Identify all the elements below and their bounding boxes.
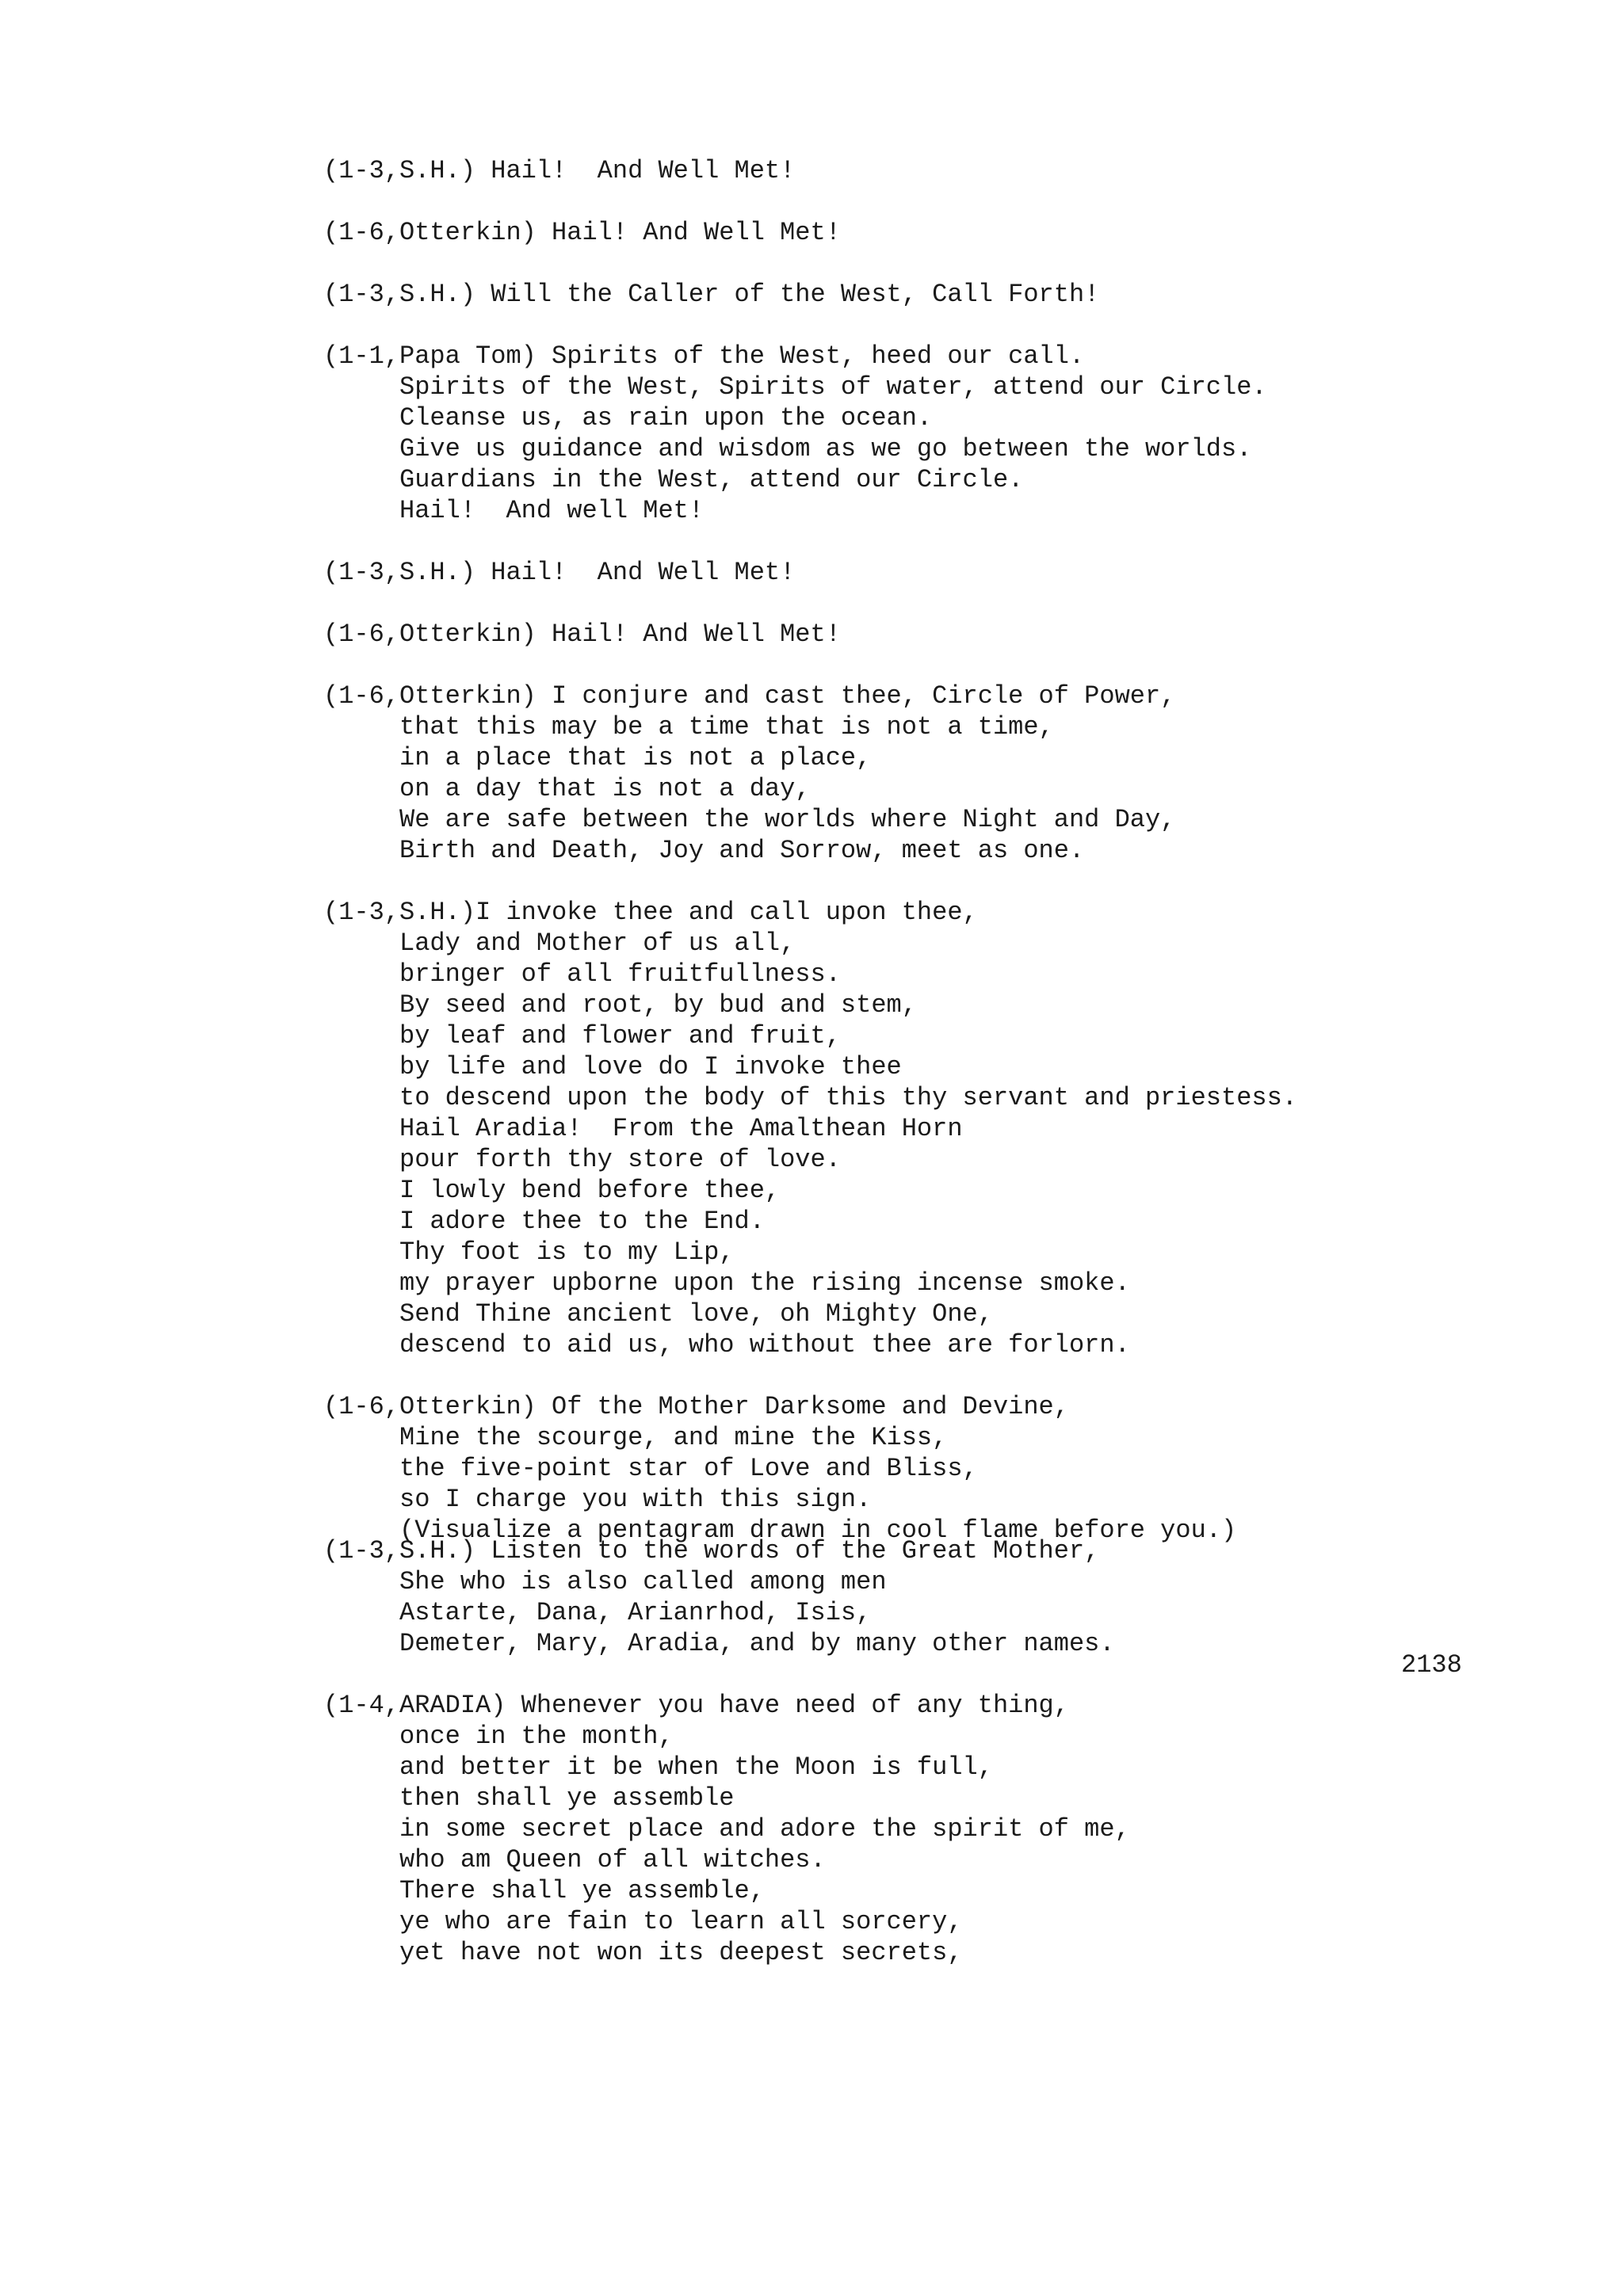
script-line — [323, 1875, 1512, 1906]
line-indent — [323, 712, 399, 742]
line-text: She who is also called among men — [399, 1567, 887, 1596]
script-line — [323, 1299, 1512, 1329]
line-text: Spirits of the West, heed our call. — [552, 341, 1085, 371]
line-text: We are safe between the worlds where Night and Day, — [399, 805, 1176, 834]
blank-line — [323, 1659, 1512, 1690]
line-indent — [323, 1485, 399, 1514]
script-line — [323, 1453, 1512, 1484]
line-text: so I charge you with this sign. — [399, 1485, 872, 1514]
speaker-tag: (1-3,S.H.) — [323, 558, 491, 587]
line-indent — [323, 1021, 399, 1051]
script-line — [323, 155, 1512, 186]
script-line — [323, 990, 1512, 1020]
script-line — [323, 1391, 1512, 1422]
blank-line — [323, 650, 1512, 681]
line-indent — [323, 1176, 399, 1205]
line-indent — [323, 1238, 399, 1267]
script-line — [323, 835, 1512, 866]
speaker-tag: (1-3,S.H.) — [323, 898, 476, 927]
line-indent — [323, 1876, 399, 1905]
line-indent — [323, 1299, 399, 1329]
script-line — [323, 341, 1512, 372]
line-indent — [323, 1783, 399, 1813]
line-indent — [323, 1207, 399, 1236]
script-line — [323, 1906, 1512, 1937]
line-indent — [323, 743, 399, 772]
line-text: that this may be a time that is not a time, — [399, 712, 1054, 742]
script-line — [323, 1422, 1512, 1453]
line-indent — [323, 434, 399, 463]
script-line — [323, 711, 1512, 742]
line-indent — [323, 1814, 399, 1844]
script-line — [323, 217, 1512, 248]
line-text: Hail! And Well Met! — [552, 218, 841, 247]
line-text: Birth and Death, Joy and Sorrow, meet as one. — [399, 836, 1085, 865]
line-indent — [323, 1722, 399, 1751]
line-text: my prayer upborne upon the rising incense smoke. — [399, 1268, 1130, 1298]
script-line — [323, 928, 1512, 959]
line-text: descend to aid us, who without thee are forlorn. — [399, 1330, 1130, 1360]
line-indent — [323, 1330, 399, 1360]
speaker-tag: (1-3,S.H.) — [323, 156, 491, 185]
line-text: Whenever you have need of any thing, — [521, 1691, 1069, 1720]
script-line — [323, 1082, 1512, 1113]
line-text: Send Thine ancient love, oh Mighty One, — [399, 1299, 993, 1329]
line-text: Hail! And Well Met! — [491, 558, 796, 587]
line-text: There shall ye assemble, — [399, 1876, 765, 1905]
line-text: I conjure and cast thee, Circle of Power, — [552, 681, 1176, 711]
line-indent — [323, 403, 399, 433]
line-text: the five-point star of Love and Bliss, — [399, 1454, 978, 1483]
script-line — [323, 897, 1512, 928]
line-indent — [323, 805, 399, 834]
script-line — [323, 1484, 1512, 1515]
script-line — [323, 1329, 1512, 1360]
line-indent — [323, 1083, 399, 1112]
line-indent — [323, 1423, 399, 1452]
line-text: I invoke thee and call upon thee, — [475, 898, 978, 927]
script-line — [323, 959, 1512, 990]
line-text: to descend upon the body of this thy servant and priestess. — [399, 1083, 1297, 1112]
script-line — [323, 1690, 1512, 1721]
line-text: by leaf and flower and fruit, — [399, 1021, 841, 1051]
line-text: Cleanse us, as rain upon the ocean. — [399, 403, 933, 433]
script-line — [323, 681, 1512, 711]
line-text: Mine the scourge, and mine the Kiss, — [399, 1423, 948, 1452]
speaker-tag: (1-6,Otterkin) — [323, 218, 552, 247]
line-indent — [323, 990, 399, 1020]
blank-line — [323, 248, 1512, 279]
line-text: and better it be when the Moon is full, — [399, 1753, 993, 1782]
script-line — [323, 402, 1512, 433]
script-line — [323, 1206, 1512, 1237]
blank-line — [323, 526, 1512, 557]
script-line — [323, 1113, 1512, 1144]
script-line — [323, 279, 1512, 310]
script-line — [323, 1814, 1512, 1844]
line-text: Thy foot is to my Lip, — [399, 1238, 735, 1267]
line-text: I lowly bend before thee, — [399, 1176, 781, 1205]
script-line — [323, 1051, 1512, 1082]
script-line — [323, 804, 1512, 835]
line-text: bringer of all fruitfullness. — [399, 959, 841, 989]
script-line — [323, 1721, 1512, 1752]
script-line — [323, 1937, 1512, 1968]
line-text: pour forth thy store of love. — [399, 1145, 841, 1174]
blank-line — [323, 1360, 1512, 1391]
line-text: by life and love do I invoke thee — [399, 1052, 902, 1081]
blank-line — [323, 866, 1512, 897]
line-indent — [323, 465, 399, 494]
line-indent — [323, 1845, 399, 1875]
script-line — [323, 1020, 1512, 1051]
script-line — [323, 1783, 1512, 1814]
script-line — [323, 619, 1512, 650]
page-number: 2138 — [1401, 1650, 1462, 1680]
line-text: Hail! And Well Met! — [552, 620, 841, 649]
line-text: Lady and Mother of us all, — [399, 929, 796, 958]
blank-line — [323, 588, 1512, 619]
script-line — [323, 1535, 1512, 1566]
speaker-tag: (1-6,Otterkin) — [323, 620, 552, 649]
line-text: Hail! And well Met! — [399, 496, 705, 525]
script-section-1 — [323, 155, 1512, 1546]
line-text: Will the Caller of the West, Call Forth! — [491, 280, 1100, 309]
line-indent — [323, 1753, 399, 1782]
line-indent — [323, 1268, 399, 1298]
script-section-2 — [323, 1535, 1512, 1968]
script-line — [323, 773, 1512, 804]
line-text: By seed and root, by bud and stem, — [399, 990, 917, 1020]
line-text: Listen to the words of the Great Mother, — [491, 1536, 1100, 1566]
script-line — [323, 1268, 1512, 1299]
script-line — [323, 1628, 1512, 1659]
line-indent — [323, 959, 399, 989]
speaker-tag: (1-1,Papa Tom) — [323, 341, 552, 371]
line-indent — [323, 1598, 399, 1627]
line-text: Give us guidance and wisdom as we go between the worlds. — [399, 434, 1252, 463]
line-indent — [323, 1907, 399, 1936]
line-text: on a day that is not a day, — [399, 774, 811, 803]
script-line — [323, 557, 1512, 588]
line-text: Hail! And Well Met! — [491, 156, 796, 185]
line-indent — [323, 1052, 399, 1081]
script-line — [323, 1844, 1512, 1875]
line-text: (Visualize a pentagram drawn in cool flame before you.) — [399, 1516, 1237, 1545]
speaker-tag: (1-3,S.H.) — [323, 280, 491, 309]
line-text: once in the month, — [399, 1722, 674, 1751]
line-indent — [323, 372, 399, 402]
line-text: Guardians in the West, attend our Circle. — [399, 465, 1024, 494]
line-indent — [323, 1145, 399, 1174]
line-text: yet have not won its deepest secrets, — [399, 1938, 963, 1967]
line-text: Spirits of the West, Spirits of water, attend our Circle. — [399, 372, 1267, 402]
script-line — [323, 1566, 1512, 1597]
line-text: who am Queen of all witches. — [399, 1845, 826, 1875]
blank-line — [323, 310, 1512, 341]
speaker-tag: (1-6,Otterkin) — [323, 681, 552, 711]
script-line — [323, 1144, 1512, 1175]
speaker-tag: (1-3,S.H.) — [323, 1536, 491, 1566]
line-text: then shall ye assemble — [399, 1783, 735, 1813]
line-text: Of the Mother Darksome and Devine, — [552, 1392, 1069, 1421]
line-text: Astarte, Dana, Arianrhod, Isis, — [399, 1598, 872, 1627]
line-text: in a place that is not a place, — [399, 743, 872, 772]
script-line — [323, 464, 1512, 495]
script-line — [323, 1175, 1512, 1206]
script-line — [323, 742, 1512, 773]
line-indent — [323, 774, 399, 803]
blank-line — [323, 186, 1512, 217]
line-indent — [323, 1567, 399, 1596]
script-line — [323, 1597, 1512, 1628]
script-line — [323, 495, 1512, 526]
line-text: ye who are fain to learn all sorcery, — [399, 1907, 963, 1936]
script-line — [323, 372, 1512, 402]
line-text: I adore thee to the End. — [399, 1207, 765, 1236]
script-line — [323, 1752, 1512, 1783]
line-text: in some secret place and adore the spirit of me, — [399, 1814, 1130, 1844]
line-indent — [323, 496, 399, 525]
line-text: Hail Aradia! From the Amalthean Horn — [399, 1114, 963, 1143]
line-indent — [323, 836, 399, 865]
line-text: Demeter, Mary, Aradia, and by many other names. — [399, 1629, 1115, 1658]
line-indent — [323, 1938, 399, 1967]
script-line — [323, 1237, 1512, 1268]
speaker-tag: (1-4,ARADIA) — [323, 1691, 521, 1720]
script-line — [323, 433, 1512, 464]
line-indent — [323, 1629, 399, 1658]
speaker-tag: (1-6,Otterkin) — [323, 1392, 552, 1421]
line-indent — [323, 1454, 399, 1483]
line-indent — [323, 1114, 399, 1143]
line-indent — [323, 929, 399, 958]
